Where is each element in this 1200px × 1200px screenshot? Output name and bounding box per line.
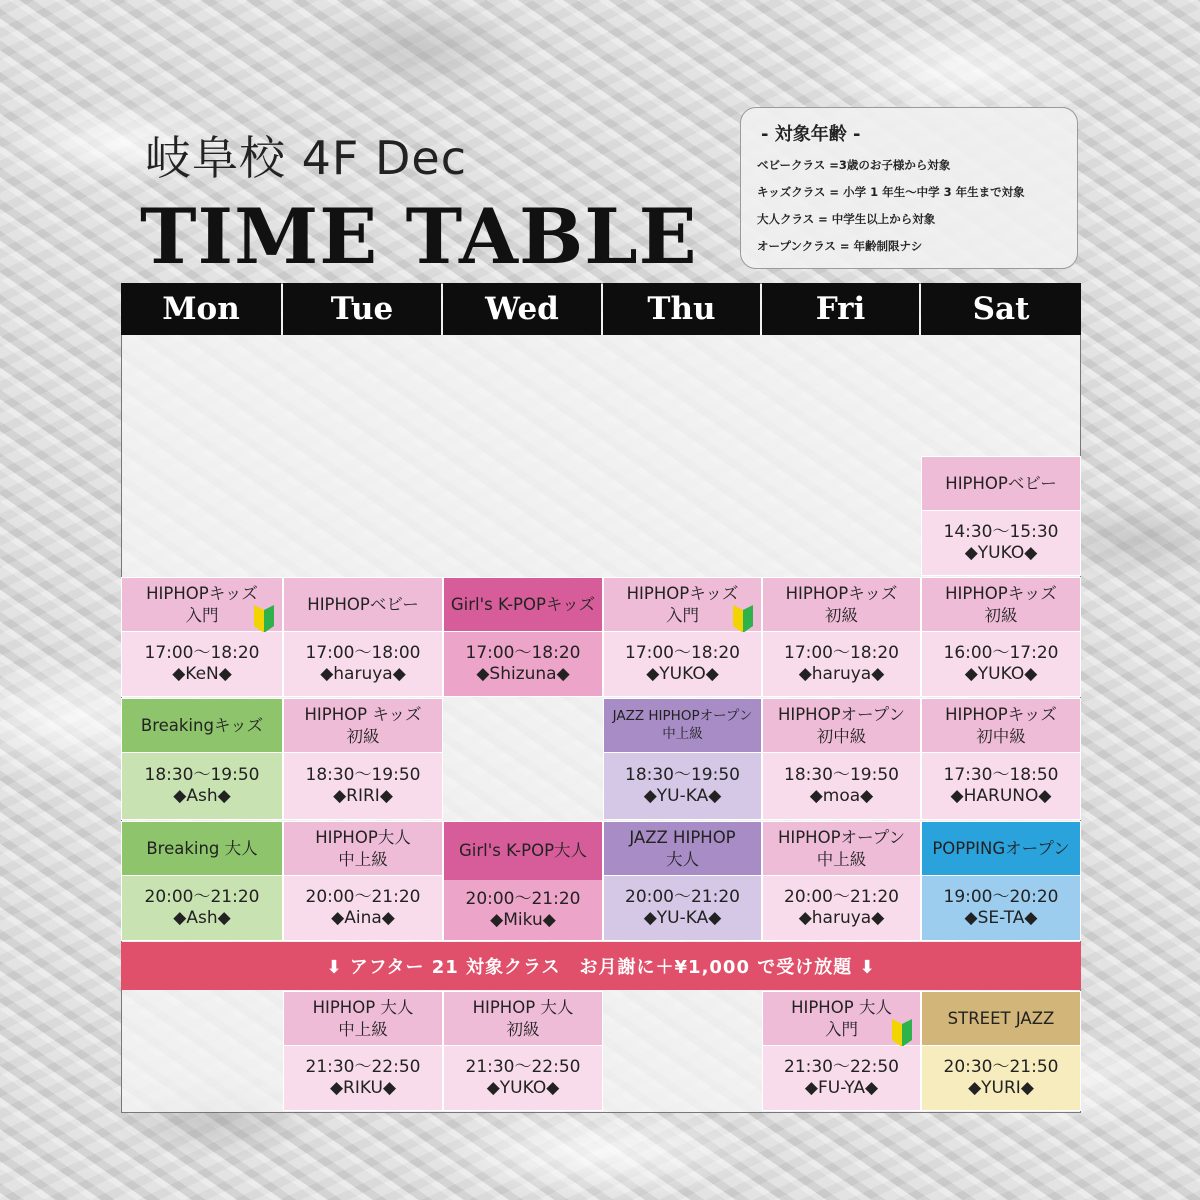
day-header-mon: Mon [121, 283, 281, 335]
class-detail: 21:30～22:50 ◆RIKU◆ [284, 1046, 442, 1110]
class-detail: 17:00～18:20 ◆KeN◆ [122, 632, 282, 696]
class-name: HIPHOPベビー [284, 578, 442, 632]
class-cell-tue-1[interactable] [283, 577, 443, 697]
class-cell-mon-2[interactable] [121, 698, 283, 820]
class-name: Girl's K-POP大人 [444, 822, 602, 880]
class-name: HIPHOP キッズ 初級 [284, 699, 442, 753]
age-guide-row: キッズクラス = 小学 1 年生～中学 3 年生まで対象 [757, 185, 1025, 199]
class-name: POPPINGオープン [922, 822, 1080, 876]
class-name: STREET JAZZ [922, 992, 1080, 1046]
class-detail: 17:30～18:50 ◆HARUNO◆ [922, 753, 1080, 819]
age-guide-row: オープンクラス = 年齢制限ナシ [757, 239, 923, 253]
beginner-mark-icon [731, 604, 755, 634]
class-detail: 21:30～22:50 ◆YUKO◆ [444, 1046, 602, 1110]
class-name: Breaking 大人 [122, 822, 282, 876]
class-detail: 19:00～20:20 ◆SE-TA◆ [922, 876, 1080, 940]
class-cell-wed-4[interactable] [443, 991, 603, 1111]
class-cell-tue-3[interactable] [283, 821, 443, 941]
class-detail: 20:00～21:20 ◆haruya◆ [763, 876, 920, 940]
day-header-sat: Sat [921, 283, 1081, 335]
class-name: HIPHOP 大人 中上級 [284, 992, 442, 1046]
class-cell-sat-5[interactable] [921, 991, 1081, 1111]
class-detail: 20:30～21:50 ◆YURI◆ [922, 1046, 1080, 1110]
class-cell-tue-4[interactable] [283, 991, 443, 1111]
class-name: HIPHOP大人 中上級 [284, 822, 442, 876]
class-cell-wed-3[interactable] [443, 821, 603, 941]
class-name: Girl's K-POPキッズ [444, 578, 602, 632]
class-detail: 16:00～17:20 ◆YUKO◆ [922, 632, 1080, 696]
class-detail: 17:00～18:20 ◆YUKO◆ [604, 632, 761, 696]
class-cell-fri-2[interactable] [762, 698, 921, 820]
class-name: Breakingキッズ [122, 699, 282, 753]
class-detail: 17:00～18:00 ◆haruya◆ [284, 632, 442, 696]
beginner-mark-icon [890, 1018, 914, 1048]
age-guide-title: - 対象年齢 - [761, 124, 861, 145]
class-detail: 18:30～19:50 ◆Ash◆ [122, 753, 282, 819]
class-name: HIPHOPキッズ 入門 [604, 578, 761, 632]
page-title: TIME TABLE [140, 192, 698, 281]
class-detail: 20:00～21:20 ◆Ash◆ [122, 876, 282, 940]
class-name: HIPHOPオープン 中上級 [763, 822, 920, 876]
day-header-thu: Thu [603, 283, 760, 335]
class-cell-sat-1[interactable] [921, 456, 1081, 576]
class-cell-thu-3[interactable] [603, 821, 762, 941]
class-name: HIPHOP 大人 入門 [763, 992, 920, 1046]
class-name: HIPHOP 大人 初級 [444, 992, 602, 1046]
class-cell-fri-3[interactable] [762, 821, 921, 941]
class-name: JAZZ HIPHOP 大人 [604, 822, 761, 876]
class-cell-fri-1[interactable] [762, 577, 921, 697]
class-cell-mon-3[interactable] [121, 821, 283, 941]
class-cell-sat-2[interactable] [921, 577, 1081, 697]
class-cell-sat-4[interactable] [921, 821, 1081, 941]
after21-banner: ⬇ アフター 21 対象クラス お月謝に＋¥1,000 で受け放題 ⬇ [121, 942, 1081, 990]
class-name: JAZZ HIPHOPオープン 中上級 [604, 699, 761, 753]
day-header-fri: Fri [762, 283, 919, 335]
class-cell-mon-1[interactable] [121, 577, 283, 697]
class-detail: 20:00～21:20 ◆Aina◆ [284, 876, 442, 940]
class-detail: 17:00～18:20 ◆Shizuna◆ [444, 632, 602, 696]
day-header-tue: Tue [283, 283, 441, 335]
class-detail: 17:00～18:20 ◆haruya◆ [763, 632, 920, 696]
age-guide-row: 大人クラス = 中学生以上から対象 [757, 212, 936, 226]
class-detail: 18:30～19:50 ◆moa◆ [763, 753, 920, 819]
class-detail: 18:30～19:50 ◆RIRI◆ [284, 753, 442, 819]
class-detail: 14:30～15:30 ◆YUKO◆ [922, 511, 1080, 575]
class-name: HIPHOPキッズ 入門 [122, 578, 282, 632]
class-detail: 21:30～22:50 ◆FU-YA◆ [763, 1046, 920, 1110]
class-name: HIPHOPベビー [922, 457, 1080, 511]
class-detail: 18:30～19:50 ◆YU-KA◆ [604, 753, 761, 819]
day-header-wed: Wed [443, 283, 601, 335]
class-name: HIPHOPキッズ 初級 [763, 578, 920, 632]
class-detail: 20:00～21:20 ◆YU-KA◆ [604, 876, 761, 940]
class-cell-fri-4[interactable] [762, 991, 921, 1111]
class-cell-thu-1[interactable] [603, 577, 762, 697]
beginner-mark-icon [252, 604, 276, 634]
class-cell-thu-2[interactable] [603, 698, 762, 820]
class-cell-tue-2[interactable] [283, 698, 443, 820]
class-cell-wed-1[interactable] [443, 577, 603, 697]
class-name: HIPHOPオープン 初中級 [763, 699, 920, 753]
class-detail: 20:00～21:20 ◆Miku◆ [444, 880, 602, 940]
age-guide-row: ベビークラス =3歳のお子様から対象 [757, 158, 951, 172]
class-name: HIPHOPキッズ 初級 [922, 578, 1080, 632]
age-guide-box [740, 107, 1078, 269]
page-subtitle: 岐阜校 4F Dec [145, 131, 467, 185]
class-cell-sat-3[interactable] [921, 698, 1081, 820]
class-name: HIPHOPキッズ 初中級 [922, 699, 1080, 753]
